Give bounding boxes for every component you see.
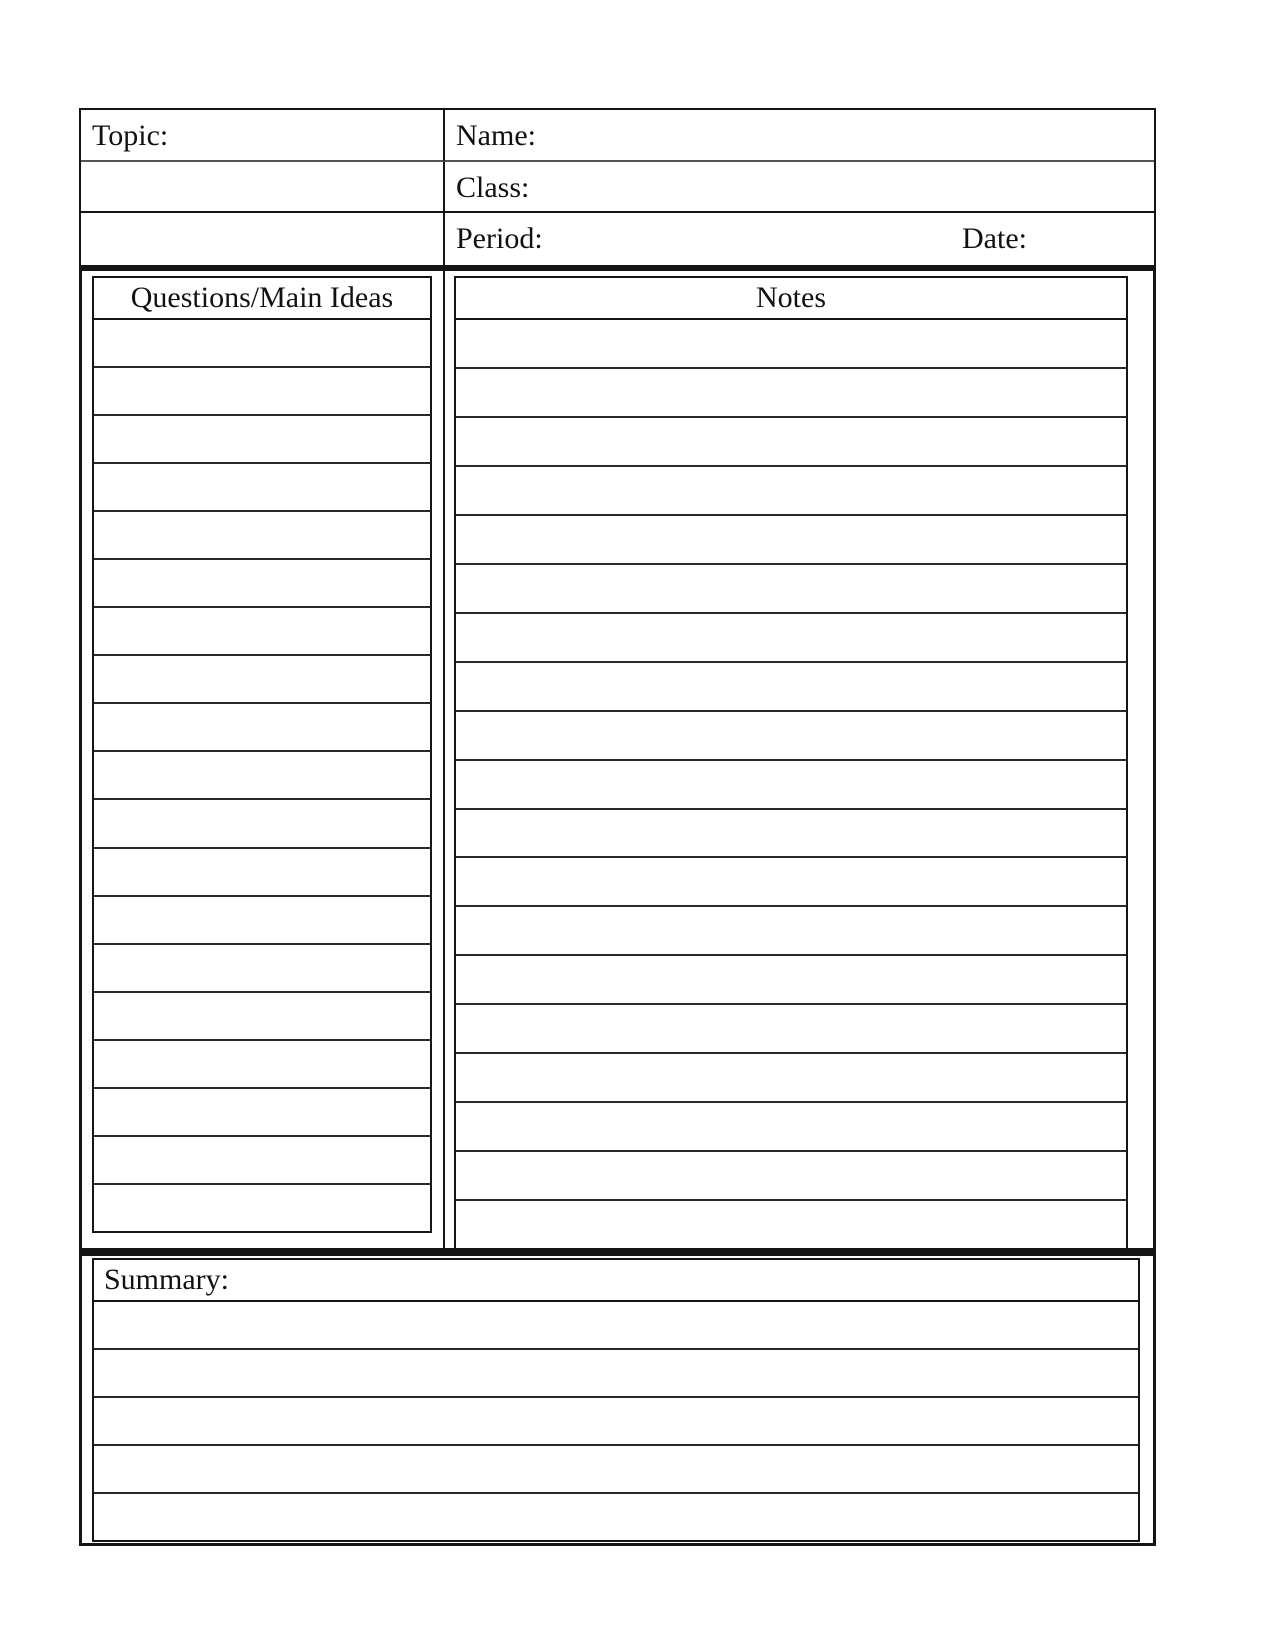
blank-row <box>456 467 1126 516</box>
blank-row <box>94 464 430 512</box>
blank-row <box>456 810 1126 859</box>
blank-row <box>94 849 430 897</box>
blank-row <box>94 608 430 656</box>
blank-row <box>94 897 430 945</box>
blank-row <box>456 565 1126 614</box>
topic-blank-cell <box>81 162 445 214</box>
blank-row <box>94 1446 1138 1494</box>
questions-column-header <box>94 278 430 320</box>
summary-label: Summary: <box>104 1263 229 1296</box>
blank-row <box>94 1494 1138 1540</box>
blank-row <box>94 512 430 560</box>
main-notes-area <box>79 267 1156 1252</box>
blank-row <box>456 369 1126 418</box>
blank-row <box>94 1350 1138 1398</box>
notes-column-header <box>456 278 1126 320</box>
summary-header-row <box>94 1260 1138 1302</box>
blank-row <box>94 1041 430 1089</box>
blank-row <box>456 1054 1126 1103</box>
blank-row <box>94 752 430 800</box>
blank-row <box>456 956 1126 1005</box>
blank-row <box>456 418 1126 467</box>
blank-row <box>94 656 430 704</box>
header-info-table <box>79 108 1156 268</box>
name-label: Name: <box>456 119 536 152</box>
blank-row <box>94 560 430 608</box>
blank-row <box>456 1005 1126 1054</box>
summary-blank-rows <box>94 1302 1138 1540</box>
blank-row <box>94 945 430 993</box>
blank-row <box>94 993 430 1041</box>
questions-blank-rows <box>94 320 430 1231</box>
blank-row <box>94 416 430 464</box>
topic-cell <box>81 110 445 162</box>
summary-box <box>92 1258 1140 1542</box>
blank-row <box>456 907 1126 956</box>
blank-row <box>94 1185 430 1231</box>
blank-row <box>456 614 1126 663</box>
blank-row <box>456 1103 1126 1152</box>
blank-row <box>456 320 1126 369</box>
blank-row <box>94 368 430 416</box>
blank-row <box>94 320 430 368</box>
blank-row <box>456 1152 1126 1201</box>
name-cell <box>445 110 1154 162</box>
notes-column <box>454 276 1128 1250</box>
class-label: Class: <box>456 170 530 204</box>
class-cell <box>445 162 1154 214</box>
blank-row <box>94 1137 430 1185</box>
blank-row <box>456 1201 1126 1248</box>
notes-blank-rows <box>456 320 1126 1248</box>
topic-label: Topic: <box>92 119 169 152</box>
blank-row <box>94 1302 1138 1350</box>
blank-row <box>456 663 1126 712</box>
notes-header-label: Notes <box>756 281 826 314</box>
summary-section <box>79 1252 1156 1546</box>
period-label: Period: <box>456 222 543 256</box>
blank-row <box>94 1089 430 1137</box>
period-date-cell <box>445 213 1154 265</box>
blank-row <box>94 1398 1138 1446</box>
blank-row <box>456 712 1126 761</box>
questions-column <box>92 276 432 1233</box>
blank-row <box>94 704 430 752</box>
topic-blank-cell-2 <box>81 213 445 265</box>
blank-row <box>94 800 430 848</box>
blank-row <box>456 761 1126 810</box>
column-divider <box>443 271 445 1248</box>
blank-row <box>456 516 1126 565</box>
date-label: Date: <box>962 222 1027 256</box>
questions-header-label: Questions/Main Ideas <box>130 281 394 314</box>
blank-row <box>456 858 1126 907</box>
